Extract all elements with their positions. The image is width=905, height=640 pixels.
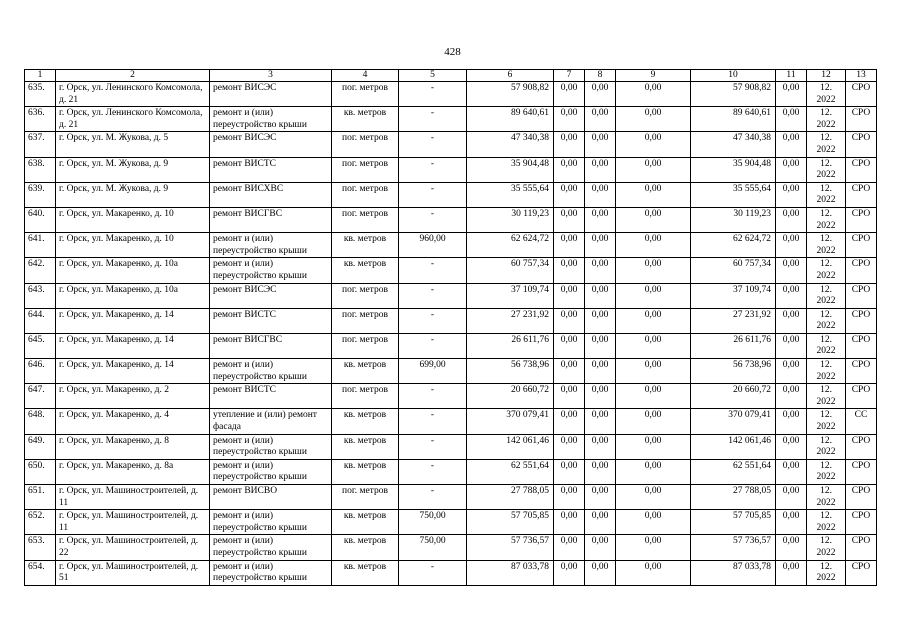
total-cost-cell: 57 705,85: [467, 510, 554, 535]
table-row: [25, 333, 877, 358]
address-cell: г. Орск, ул. М. Жукова, д. 5: [56, 132, 210, 157]
cost-regional-cell: 0,00: [585, 485, 616, 510]
table-row: [25, 157, 877, 182]
row-number-cell: 646.: [25, 359, 56, 384]
cost-owners-cell: 27 231,92: [691, 308, 776, 333]
address-cell: г. Орск, ул. Макаренко, д. 10а: [56, 283, 210, 308]
cost-regional-cell: 0,00: [585, 182, 616, 207]
deadline-cell: 12. 2022: [807, 535, 846, 560]
unit-cell: пог. метров: [332, 207, 399, 232]
cost-regional-cell: 0,00: [585, 207, 616, 232]
deadline-cell: 12. 2022: [807, 359, 846, 384]
table-row: [25, 384, 877, 409]
column-header-5: 5: [399, 70, 467, 82]
unit-cell: пог. метров: [332, 132, 399, 157]
address-cell: г. Орск, ул. Макаренко, д. 14: [56, 333, 210, 358]
volume-cell: -: [399, 207, 467, 232]
method-cell: СРО: [846, 107, 877, 132]
cost-local-cell: 0,00: [616, 207, 691, 232]
cost-owners-cell: 20 660,72: [691, 384, 776, 409]
cost-local-cell: 0,00: [616, 308, 691, 333]
row-number-cell: 649.: [25, 434, 56, 459]
cost-local-cell: 0,00: [616, 560, 691, 585]
unit-cell: кв. метров: [332, 409, 399, 434]
method-cell: СС: [846, 409, 877, 434]
total-cost-cell: 37 109,74: [467, 283, 554, 308]
volume-cell: -: [399, 308, 467, 333]
address-cell: г. Орск, ул. Макаренко, д. 10а: [56, 258, 210, 283]
work-type-cell: ремонт и (или) переустройство крыши: [210, 535, 332, 560]
volume-cell: -: [399, 182, 467, 207]
unit-cell: кв. метров: [332, 258, 399, 283]
total-cost-cell: 370 079,41: [467, 409, 554, 434]
cost-local-cell: 0,00: [616, 359, 691, 384]
table-row: [25, 283, 877, 308]
row-number-cell: 653.: [25, 535, 56, 560]
cost-other-cell: 0,00: [776, 157, 807, 182]
cost-regional-cell: 0,00: [585, 333, 616, 358]
row-number-cell: 647.: [25, 384, 56, 409]
cost-regional-cell: 0,00: [585, 560, 616, 585]
work-type-cell: ремонт ВИСХВС: [210, 182, 332, 207]
address-cell: г. Орск, ул. Макаренко, д. 14: [56, 359, 210, 384]
cost-other-cell: 0,00: [776, 132, 807, 157]
unit-cell: пог. метров: [332, 485, 399, 510]
total-cost-cell: 20 660,72: [467, 384, 554, 409]
unit-cell: пог. метров: [332, 333, 399, 358]
cost-owners-cell: 62 624,72: [691, 233, 776, 258]
total-cost-cell: 62 551,64: [467, 459, 554, 484]
unit-cell: пог. метров: [332, 384, 399, 409]
method-cell: СРО: [846, 459, 877, 484]
cost-owners-cell: 57 705,85: [691, 510, 776, 535]
address-cell: г. Орск, ул. Ленинского Комсомола, д. 21: [56, 82, 210, 107]
unit-cell: кв. метров: [332, 359, 399, 384]
address-cell: г. Орск, ул. Машиностроителей, д. 11: [56, 510, 210, 535]
cost-owners-cell: 35 904,48: [691, 157, 776, 182]
cost-regional-cell: 0,00: [585, 107, 616, 132]
total-cost-cell: 89 640,61: [467, 107, 554, 132]
table-row: [25, 207, 877, 232]
cost-federal-cell: 0,00: [554, 233, 585, 258]
work-type-cell: ремонт и (или) переустройство крыши: [210, 258, 332, 283]
cost-regional-cell: 0,00: [585, 409, 616, 434]
cost-owners-cell: 37 109,74: [691, 283, 776, 308]
table-row: [25, 434, 877, 459]
address-cell: г. Орск, ул. Машиностроителей, д. 22: [56, 535, 210, 560]
table-row: [25, 132, 877, 157]
deadline-cell: 12. 2022: [807, 560, 846, 585]
cost-local-cell: 0,00: [616, 157, 691, 182]
volume-cell: 699,00: [399, 359, 467, 384]
unit-cell: кв. метров: [332, 434, 399, 459]
cost-local-cell: 0,00: [616, 459, 691, 484]
address-cell: г. Орск, ул. М. Жукова, д. 9: [56, 157, 210, 182]
cost-federal-cell: 0,00: [554, 157, 585, 182]
cost-other-cell: 0,00: [776, 510, 807, 535]
cost-federal-cell: 0,00: [554, 485, 585, 510]
column-header-4: 4: [332, 70, 399, 82]
unit-cell: кв. метров: [332, 535, 399, 560]
row-number-cell: 644.: [25, 308, 56, 333]
cost-federal-cell: 0,00: [554, 560, 585, 585]
address-cell: г. Орск, ул. Макаренко, д. 8а: [56, 459, 210, 484]
unit-cell: кв. метров: [332, 510, 399, 535]
cost-owners-cell: 35 555,64: [691, 182, 776, 207]
deadline-cell: 12. 2022: [807, 258, 846, 283]
deadline-cell: 12. 2022: [807, 283, 846, 308]
column-header-2: 2: [56, 70, 210, 82]
deadline-cell: 12. 2022: [807, 384, 846, 409]
cost-other-cell: 0,00: [776, 535, 807, 560]
method-cell: СРО: [846, 359, 877, 384]
cost-federal-cell: 0,00: [554, 409, 585, 434]
cost-owners-cell: 56 738,96: [691, 359, 776, 384]
column-header-1: 1: [25, 70, 56, 82]
cost-other-cell: 0,00: [776, 459, 807, 484]
table-row: [25, 459, 877, 484]
cost-owners-cell: 89 640,61: [691, 107, 776, 132]
cost-federal-cell: 0,00: [554, 182, 585, 207]
cost-federal-cell: 0,00: [554, 82, 585, 107]
column-header-3: 3: [210, 70, 332, 82]
column-header-12: 12: [807, 70, 846, 82]
deadline-cell: 12. 2022: [807, 132, 846, 157]
total-cost-cell: 87 033,78: [467, 560, 554, 585]
address-cell: г. Орск, ул. Машиностроителей, д. 11: [56, 485, 210, 510]
cost-local-cell: 0,00: [616, 283, 691, 308]
cost-other-cell: 0,00: [776, 560, 807, 585]
total-cost-cell: 27 231,92: [467, 308, 554, 333]
method-cell: СРО: [846, 132, 877, 157]
table-row: [25, 359, 877, 384]
table-row: [25, 107, 877, 132]
method-cell: СРО: [846, 510, 877, 535]
volume-cell: 750,00: [399, 510, 467, 535]
work-type-cell: ремонт и (или) переустройство крыши: [210, 107, 332, 132]
cost-regional-cell: 0,00: [585, 258, 616, 283]
address-cell: г. Орск, ул. Макаренко, д. 4: [56, 409, 210, 434]
cost-federal-cell: 0,00: [554, 333, 585, 358]
cost-other-cell: 0,00: [776, 233, 807, 258]
cost-local-cell: 0,00: [616, 535, 691, 560]
unit-cell: кв. метров: [332, 560, 399, 585]
cost-other-cell: 0,00: [776, 283, 807, 308]
cost-local-cell: 0,00: [616, 434, 691, 459]
work-type-cell: ремонт ВИСВО: [210, 485, 332, 510]
total-cost-cell: 27 788,05: [467, 485, 554, 510]
unit-cell: пог. метров: [332, 82, 399, 107]
cost-owners-cell: 57 736,57: [691, 535, 776, 560]
cost-owners-cell: 27 788,05: [691, 485, 776, 510]
work-type-cell: ремонт и (или) переустройство крыши: [210, 359, 332, 384]
address-cell: г. Орск, ул. Машиностроителей, д. 51: [56, 560, 210, 585]
cost-local-cell: 0,00: [616, 258, 691, 283]
row-number-cell: 642.: [25, 258, 56, 283]
cost-owners-cell: 26 611,76: [691, 333, 776, 358]
row-number-cell: 651.: [25, 485, 56, 510]
volume-cell: -: [399, 485, 467, 510]
cost-local-cell: 0,00: [616, 82, 691, 107]
cost-local-cell: 0,00: [616, 485, 691, 510]
cost-other-cell: 0,00: [776, 384, 807, 409]
method-cell: СРО: [846, 82, 877, 107]
work-type-cell: ремонт ВИСЭС: [210, 82, 332, 107]
table-row: [25, 233, 877, 258]
total-cost-cell: 26 611,76: [467, 333, 554, 358]
cost-owners-cell: 370 079,41: [691, 409, 776, 434]
cost-federal-cell: 0,00: [554, 107, 585, 132]
volume-cell: -: [399, 132, 467, 157]
row-number-cell: 643.: [25, 283, 56, 308]
cost-federal-cell: 0,00: [554, 459, 585, 484]
row-number-cell: 652.: [25, 510, 56, 535]
deadline-cell: 12. 2022: [807, 107, 846, 132]
cost-owners-cell: 57 908,82: [691, 82, 776, 107]
volume-cell: -: [399, 560, 467, 585]
deadline-cell: 12. 2022: [807, 459, 846, 484]
total-cost-cell: 35 555,64: [467, 182, 554, 207]
total-cost-cell: 56 738,96: [467, 359, 554, 384]
cost-other-cell: 0,00: [776, 82, 807, 107]
cost-federal-cell: 0,00: [554, 132, 585, 157]
cost-regional-cell: 0,00: [585, 459, 616, 484]
row-number-cell: 641.: [25, 233, 56, 258]
total-cost-cell: 60 757,34: [467, 258, 554, 283]
address-cell: г. Орск, ул. М. Жукова, д. 9: [56, 182, 210, 207]
address-cell: г. Орск, ул. Макаренко, д. 10: [56, 233, 210, 258]
total-cost-cell: 30 119,23: [467, 207, 554, 232]
row-number-cell: 639.: [25, 182, 56, 207]
address-cell: г. Орск, ул. Ленинского Комсомола, д. 21: [56, 107, 210, 132]
unit-cell: кв. метров: [332, 107, 399, 132]
cost-federal-cell: 0,00: [554, 434, 585, 459]
cost-federal-cell: 0,00: [554, 283, 585, 308]
cost-local-cell: 0,00: [616, 233, 691, 258]
row-number-cell: 640.: [25, 207, 56, 232]
row-number-cell: 654.: [25, 560, 56, 585]
method-cell: СРО: [846, 308, 877, 333]
work-type-cell: ремонт ВИСГВС: [210, 207, 332, 232]
cost-federal-cell: 0,00: [554, 510, 585, 535]
cost-federal-cell: 0,00: [554, 258, 585, 283]
cost-owners-cell: 142 061,46: [691, 434, 776, 459]
cost-other-cell: 0,00: [776, 359, 807, 384]
method-cell: СРО: [846, 560, 877, 585]
deadline-cell: 12. 2022: [807, 409, 846, 434]
row-number-cell: 638.: [25, 157, 56, 182]
work-type-cell: ремонт и (или) переустройство крыши: [210, 560, 332, 585]
deadline-cell: 12. 2022: [807, 434, 846, 459]
deadline-cell: 12. 2022: [807, 333, 846, 358]
volume-cell: -: [399, 283, 467, 308]
cost-federal-cell: 0,00: [554, 384, 585, 409]
cost-owners-cell: 30 119,23: [691, 207, 776, 232]
cost-federal-cell: 0,00: [554, 308, 585, 333]
work-type-cell: ремонт ВИСГВС: [210, 333, 332, 358]
cost-regional-cell: 0,00: [585, 434, 616, 459]
total-cost-cell: 62 624,72: [467, 233, 554, 258]
column-header-13: 13: [846, 70, 877, 82]
table-row: [25, 510, 877, 535]
volume-cell: 750,00: [399, 535, 467, 560]
cost-federal-cell: 0,00: [554, 359, 585, 384]
cost-other-cell: 0,00: [776, 434, 807, 459]
table-row: [25, 182, 877, 207]
cost-regional-cell: 0,00: [585, 308, 616, 333]
cost-owners-cell: 47 340,38: [691, 132, 776, 157]
table-row: [25, 258, 877, 283]
cost-regional-cell: 0,00: [585, 157, 616, 182]
cost-other-cell: 0,00: [776, 182, 807, 207]
cost-other-cell: 0,00: [776, 107, 807, 132]
column-header-9: 9: [616, 70, 691, 82]
work-type-cell: ремонт и (или) переустройство крыши: [210, 434, 332, 459]
column-header-10: 10: [691, 70, 776, 82]
table-row: [25, 535, 877, 560]
cost-local-cell: 0,00: [616, 132, 691, 157]
column-header-8: 8: [585, 70, 616, 82]
volume-cell: -: [399, 384, 467, 409]
cost-owners-cell: 60 757,34: [691, 258, 776, 283]
total-cost-cell: 57 736,57: [467, 535, 554, 560]
total-cost-cell: 57 908,82: [467, 82, 554, 107]
deadline-cell: 12. 2022: [807, 233, 846, 258]
cost-owners-cell: 62 551,64: [691, 459, 776, 484]
work-type-cell: ремонт ВИСЭС: [210, 283, 332, 308]
cost-local-cell: 0,00: [616, 510, 691, 535]
cost-regional-cell: 0,00: [585, 132, 616, 157]
volume-cell: -: [399, 82, 467, 107]
deadline-cell: 12. 2022: [807, 510, 846, 535]
cost-other-cell: 0,00: [776, 333, 807, 358]
row-number-cell: 645.: [25, 333, 56, 358]
column-header-7: 7: [554, 70, 585, 82]
deadline-cell: 12. 2022: [807, 308, 846, 333]
table-row: [25, 485, 877, 510]
cost-regional-cell: 0,00: [585, 82, 616, 107]
cost-local-cell: 0,00: [616, 384, 691, 409]
row-number-cell: 635.: [25, 82, 56, 107]
work-type-cell: утепление и (или) ремонт фасада: [210, 409, 332, 434]
table-row: [25, 82, 877, 107]
work-type-cell: ремонт ВИСТС: [210, 308, 332, 333]
cost-federal-cell: 0,00: [554, 207, 585, 232]
volume-cell: -: [399, 409, 467, 434]
cost-other-cell: 0,00: [776, 207, 807, 232]
cost-local-cell: 0,00: [616, 182, 691, 207]
table-row: [25, 409, 877, 434]
unit-cell: пог. метров: [332, 283, 399, 308]
cost-regional-cell: 0,00: [585, 283, 616, 308]
work-type-cell: ремонт и (или) переустройство крыши: [210, 233, 332, 258]
volume-cell: -: [399, 459, 467, 484]
row-number-cell: 650.: [25, 459, 56, 484]
address-cell: г. Орск, ул. Макаренко, д. 14: [56, 308, 210, 333]
method-cell: СРО: [846, 333, 877, 358]
work-type-cell: ремонт ВИСЭС: [210, 132, 332, 157]
cost-owners-cell: 87 033,78: [691, 560, 776, 585]
row-number-cell: 648.: [25, 409, 56, 434]
volume-cell: 960,00: [399, 233, 467, 258]
volume-cell: -: [399, 333, 467, 358]
method-cell: СРО: [846, 535, 877, 560]
column-header-11: 11: [776, 70, 807, 82]
cost-regional-cell: 0,00: [585, 359, 616, 384]
cost-other-cell: 0,00: [776, 485, 807, 510]
unit-cell: кв. метров: [332, 233, 399, 258]
deadline-cell: 12. 2022: [807, 485, 846, 510]
cost-local-cell: 0,00: [616, 409, 691, 434]
row-number-cell: 637.: [25, 132, 56, 157]
deadline-cell: 12. 2022: [807, 207, 846, 232]
volume-cell: -: [399, 434, 467, 459]
work-type-cell: ремонт ВИСТС: [210, 157, 332, 182]
method-cell: СРО: [846, 283, 877, 308]
unit-cell: пог. метров: [332, 157, 399, 182]
address-cell: г. Орск, ул. Макаренко, д. 8: [56, 434, 210, 459]
cost-other-cell: 0,00: [776, 258, 807, 283]
cost-federal-cell: 0,00: [554, 535, 585, 560]
method-cell: СРО: [846, 207, 877, 232]
table-row: [25, 308, 877, 333]
cost-local-cell: 0,00: [616, 333, 691, 358]
row-number-cell: 636.: [25, 107, 56, 132]
method-cell: СРО: [846, 485, 877, 510]
cost-regional-cell: 0,00: [585, 233, 616, 258]
address-cell: г. Орск, ул. Макаренко, д. 2: [56, 384, 210, 409]
unit-cell: пог. метров: [332, 308, 399, 333]
work-type-cell: ремонт ВИСТС: [210, 384, 332, 409]
work-type-cell: ремонт и (или) переустройство крыши: [210, 510, 332, 535]
method-cell: СРО: [846, 434, 877, 459]
address-cell: г. Орск, ул. Макаренко, д. 10: [56, 207, 210, 232]
method-cell: СРО: [846, 258, 877, 283]
column-header-6: 6: [467, 70, 554, 82]
total-cost-cell: 35 904,48: [467, 157, 554, 182]
unit-cell: пог. метров: [332, 182, 399, 207]
volume-cell: -: [399, 258, 467, 283]
cost-regional-cell: 0,00: [585, 535, 616, 560]
table-row: [25, 560, 877, 585]
method-cell: СРО: [846, 157, 877, 182]
cost-regional-cell: 0,00: [585, 384, 616, 409]
deadline-cell: 12. 2022: [807, 157, 846, 182]
cost-regional-cell: 0,00: [585, 510, 616, 535]
deadline-cell: 12. 2022: [807, 182, 846, 207]
header-row: [25, 70, 877, 82]
total-cost-cell: 142 061,46: [467, 434, 554, 459]
work-type-cell: ремонт и (или) переустройство крыши: [210, 459, 332, 484]
method-cell: СРО: [846, 384, 877, 409]
cost-local-cell: 0,00: [616, 107, 691, 132]
method-cell: СРО: [846, 233, 877, 258]
deadline-cell: 12. 2022: [807, 82, 846, 107]
volume-cell: -: [399, 107, 467, 132]
unit-cell: кв. метров: [332, 459, 399, 484]
cost-other-cell: 0,00: [776, 409, 807, 434]
total-cost-cell: 47 340,38: [467, 132, 554, 157]
volume-cell: -: [399, 157, 467, 182]
page-number: 428: [444, 46, 461, 58]
method-cell: СРО: [846, 182, 877, 207]
works-table: [24, 69, 877, 586]
cost-other-cell: 0,00: [776, 308, 807, 333]
